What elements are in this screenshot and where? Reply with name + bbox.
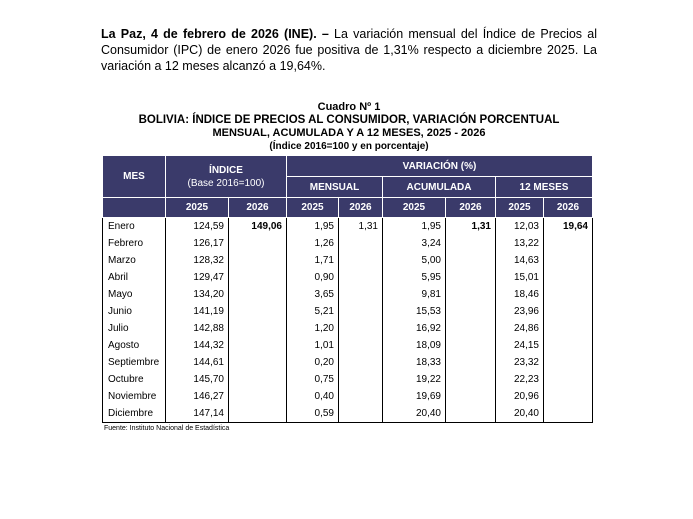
cell-m26: 1,31 <box>339 218 383 236</box>
table-row <box>103 405 593 423</box>
table-row <box>103 371 593 388</box>
cell-mes: Marzo <box>103 252 166 269</box>
cell-i25: 145,70 <box>166 371 229 388</box>
intro-text: La variación mensual del Índice de Precios al Consumidor (IPC) de enero 2026 fue positiva de 1,31% respecto a diciembre 2025. La variación a 12 meses alcanzó a 19,64%. <box>101 27 597 73</box>
header-mensual: MENSUAL <box>287 177 383 198</box>
cell-mes: Agosto <box>103 337 166 354</box>
cell-m26 <box>339 354 383 371</box>
header-acumulada-2025: 2025 <box>383 198 446 218</box>
table-row <box>103 303 593 320</box>
cell-i26 <box>229 235 287 252</box>
cell-m25: 3,65 <box>287 286 339 303</box>
cell-a26 <box>446 269 496 286</box>
header-mensual-2025: 2025 <box>287 198 339 218</box>
cell-d26 <box>544 337 593 354</box>
cell-i25: 142,88 <box>166 320 229 337</box>
cell-d26 <box>544 252 593 269</box>
cell-m26 <box>339 405 383 423</box>
cell-i26 <box>229 269 287 286</box>
cell-a25: 5,95 <box>383 269 446 286</box>
cell-i26 <box>229 252 287 269</box>
cell-d26 <box>544 405 593 423</box>
cell-a26 <box>446 303 496 320</box>
cell-mes: Julio <box>103 320 166 337</box>
cell-a25: 16,92 <box>383 320 446 337</box>
cell-d26: 19,64 <box>544 218 593 236</box>
cell-a25: 20,40 <box>383 405 446 423</box>
cell-m25: 1,95 <box>287 218 339 236</box>
cell-a26 <box>446 388 496 405</box>
header-12-meses-2026: 2026 <box>544 198 593 218</box>
header-year-blank <box>103 198 166 218</box>
cell-m25: 1,26 <box>287 235 339 252</box>
cell-m26 <box>339 303 383 320</box>
cell-a26 <box>446 286 496 303</box>
cell-m25: 5,21 <box>287 303 339 320</box>
cell-i26 <box>229 405 287 423</box>
cell-m25: 0,75 <box>287 371 339 388</box>
header-indice-base: (Base 2016=100) <box>187 177 265 189</box>
cell-m25: 0,20 <box>287 354 339 371</box>
cell-d25: 13,22 <box>496 235 544 252</box>
cell-a25: 5,00 <box>383 252 446 269</box>
cell-a25: 9,81 <box>383 286 446 303</box>
table-row <box>103 388 593 405</box>
cell-a25: 18,09 <box>383 337 446 354</box>
cell-i26 <box>229 303 287 320</box>
cpi-table <box>102 155 593 423</box>
cell-a25: 1,95 <box>383 218 446 236</box>
cell-i25: 146,27 <box>166 388 229 405</box>
cell-m25: 0,59 <box>287 405 339 423</box>
cell-i25: 129,47 <box>166 269 229 286</box>
table-row <box>103 337 593 354</box>
header-variacion: VARIACIÓN (%) <box>287 156 593 177</box>
cell-i26 <box>229 337 287 354</box>
cell-i26 <box>229 354 287 371</box>
source-note: Fuente: Instituto Nacional de Estadística <box>104 425 230 432</box>
cell-d25: 23,32 <box>496 354 544 371</box>
cell-a25: 19,69 <box>383 388 446 405</box>
table-row <box>103 320 593 337</box>
cell-a26 <box>446 337 496 354</box>
cell-i25: 144,61 <box>166 354 229 371</box>
header-indice <box>166 156 287 198</box>
cell-i26 <box>229 371 287 388</box>
cell-i25: 126,17 <box>166 235 229 252</box>
cell-d26 <box>544 354 593 371</box>
cell-m26 <box>339 269 383 286</box>
cell-d25: 14,63 <box>496 252 544 269</box>
cell-m26 <box>339 337 383 354</box>
cell-d25: 23,96 <box>496 303 544 320</box>
header-mensual-2026: 2026 <box>339 198 383 218</box>
table-row <box>103 354 593 371</box>
cell-d26 <box>544 303 593 320</box>
cell-m25: 1,01 <box>287 337 339 354</box>
cell-a26 <box>446 354 496 371</box>
table-title-line1: BOLIVIA: ÍNDICE DE PRECIOS AL CONSUMIDOR, VARIACIÓN PORCENTUAL <box>138 114 560 126</box>
cell-m25: 0,90 <box>287 269 339 286</box>
cell-m26 <box>339 286 383 303</box>
cell-d25: 18,46 <box>496 286 544 303</box>
cell-mes: Febrero <box>103 235 166 252</box>
intro-lead: La Paz, 4 de febrero de 2026 (INE). – <box>101 27 329 41</box>
cell-i26: 149,06 <box>229 218 287 236</box>
cell-mes: Enero <box>103 218 166 236</box>
cell-i25: 141,19 <box>166 303 229 320</box>
cell-a26 <box>446 320 496 337</box>
cell-mes: Abril <box>103 269 166 286</box>
cell-a26 <box>446 405 496 423</box>
cell-d26 <box>544 371 593 388</box>
cell-mes: Mayo <box>103 286 166 303</box>
table-row <box>103 235 593 252</box>
cell-d25: 12,03 <box>496 218 544 236</box>
table-row <box>103 286 593 303</box>
cell-m26 <box>339 371 383 388</box>
header-indice-2026: 2026 <box>229 198 287 218</box>
table-title-line2: MENSUAL, ACUMULADA Y A 12 MESES, 2025 - 2026 <box>212 127 486 139</box>
cell-d25: 24,15 <box>496 337 544 354</box>
cell-i25: 147,14 <box>166 405 229 423</box>
cell-d25: 20,96 <box>496 388 544 405</box>
cell-d26 <box>544 286 593 303</box>
cell-a25: 3,24 <box>383 235 446 252</box>
table-row <box>103 252 593 269</box>
header-12-meses: 12 MESES <box>496 177 593 198</box>
cell-mes: Junio <box>103 303 166 320</box>
header-acumulada-2026: 2026 <box>446 198 496 218</box>
cell-m26 <box>339 320 383 337</box>
cell-a26 <box>446 235 496 252</box>
cell-m25: 0,40 <box>287 388 339 405</box>
cell-d26 <box>544 269 593 286</box>
table-row <box>103 218 593 236</box>
cell-i25: 124,59 <box>166 218 229 236</box>
cell-m26 <box>339 252 383 269</box>
cell-mes: Diciembre <box>103 405 166 423</box>
cell-d26 <box>544 320 593 337</box>
cell-mes: Septiembre <box>103 354 166 371</box>
cell-d25: 15,01 <box>496 269 544 286</box>
cell-i25: 128,32 <box>166 252 229 269</box>
cell-m25: 1,20 <box>287 320 339 337</box>
header-indice-2025: 2025 <box>166 198 229 218</box>
cell-i26 <box>229 388 287 405</box>
cell-m25: 1,71 <box>287 252 339 269</box>
header-12-meses-2025: 2025 <box>496 198 544 218</box>
cell-mes: Octubre <box>103 371 166 388</box>
header-acumulada: ACUMULADA <box>383 177 496 198</box>
cell-a25: 15,53 <box>383 303 446 320</box>
cell-d25: 24,86 <box>496 320 544 337</box>
table-number: Cuadro Nº 1 <box>317 101 381 113</box>
intro-paragraph <box>101 26 597 74</box>
cell-d26 <box>544 235 593 252</box>
cell-i26 <box>229 320 287 337</box>
cell-m26 <box>339 388 383 405</box>
cell-a25: 19,22 <box>383 371 446 388</box>
cell-a25: 18,33 <box>383 354 446 371</box>
cell-i25: 144,32 <box>166 337 229 354</box>
cell-m26 <box>339 235 383 252</box>
cell-d25: 22,23 <box>496 371 544 388</box>
cell-d25: 20,40 <box>496 405 544 423</box>
cell-d26 <box>544 388 593 405</box>
cell-a26 <box>446 371 496 388</box>
cell-i26 <box>229 286 287 303</box>
cell-a26: 1,31 <box>446 218 496 236</box>
header-mes: MES <box>103 156 166 198</box>
cell-a26 <box>446 252 496 269</box>
cell-mes: Noviembre <box>103 388 166 405</box>
table-row <box>103 269 593 286</box>
header-indice-title: ÍNDICE <box>209 164 243 176</box>
table-subtitle: (Índice 2016=100 y en porcentaje) <box>269 141 429 152</box>
cell-i25: 134,20 <box>166 286 229 303</box>
